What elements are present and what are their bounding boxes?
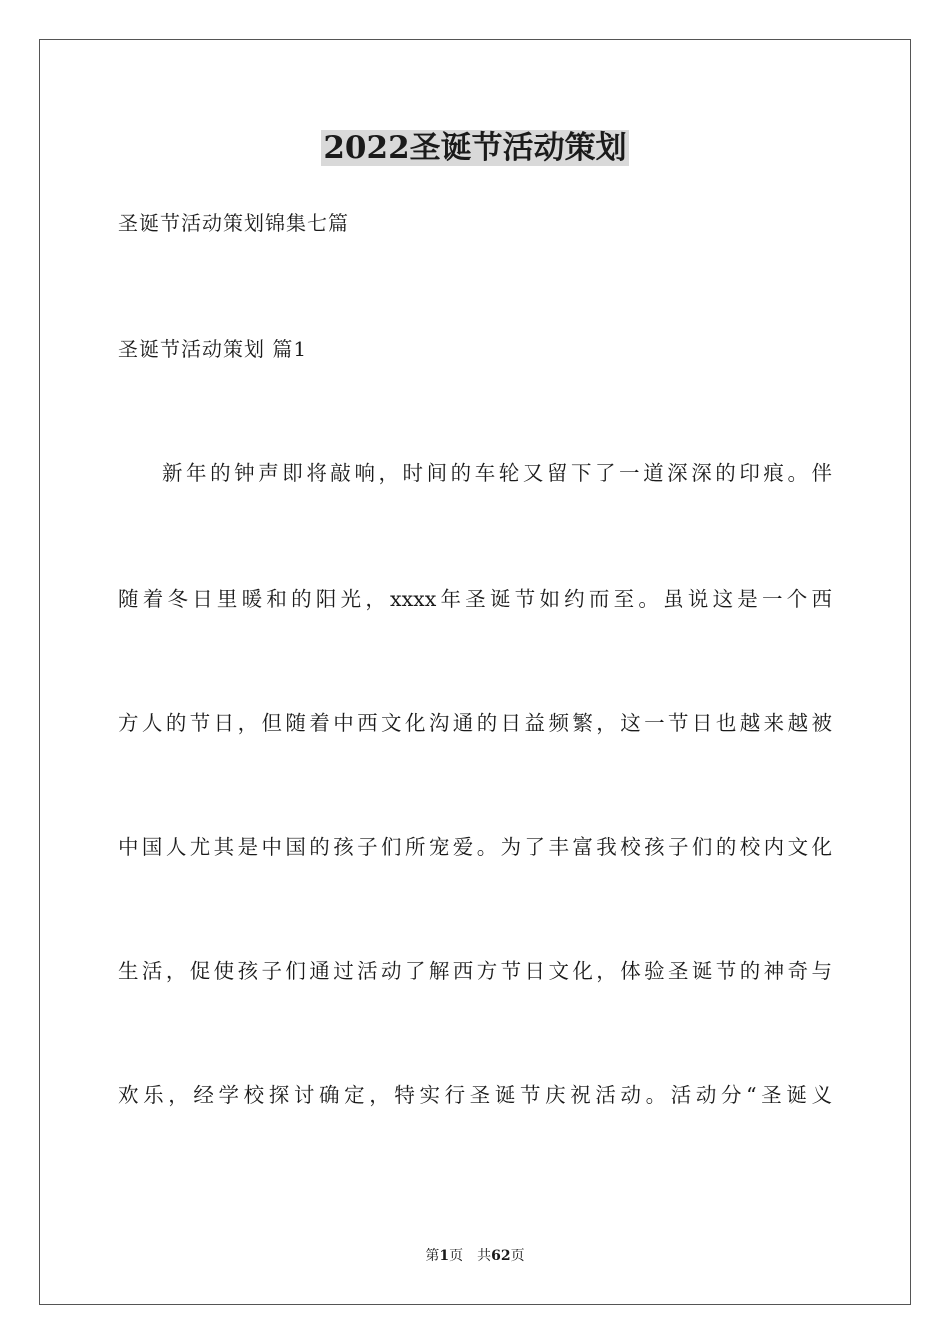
document-title-text: 2022圣诞节活动策划 [323,130,627,166]
paragraph-line: 欢乐，经学校探讨确定，特实行圣诞节庆祝活动。活动分“圣诞义 [118,1083,832,1107]
document-subtitle: 圣诞节活动策划锦集七篇 [118,211,349,235]
paragraph-line: 随着冬日里暖和的阳光，xxxx年圣诞节如约而至。虽说这是一个西 [118,587,832,611]
paragraph-line: 方人的节日，但随着中西文化沟通的日益频繁，这一节日也越来越被 [118,711,832,735]
footer-page-prefix: 第 [425,1248,440,1264]
footer-page-number: 1 [439,1248,450,1264]
footer-total-prefix: 共 [477,1248,492,1264]
footer-total-pages: 62 [491,1248,511,1264]
paragraph-line: 新年的钟声即将敲响，时间的车轮又留下了一道深深的印痕。伴 [162,461,832,485]
paragraph-line: 中国人尤其是中国的孩子们所宠爱。为了丰富我校孩子们的校内文化 [118,835,832,859]
footer-total-suffix: 页 [510,1248,525,1264]
page-footer [0,1246,950,1266]
section-heading: 圣诞节活动策划 篇1 [118,337,308,361]
paragraph-line: 生活，促使孩子们通过活动了解西方节日文化，体验圣诞节的神奇与 [118,959,832,983]
footer-page-suffix: 页 [449,1248,464,1264]
document-title [0,126,950,170]
